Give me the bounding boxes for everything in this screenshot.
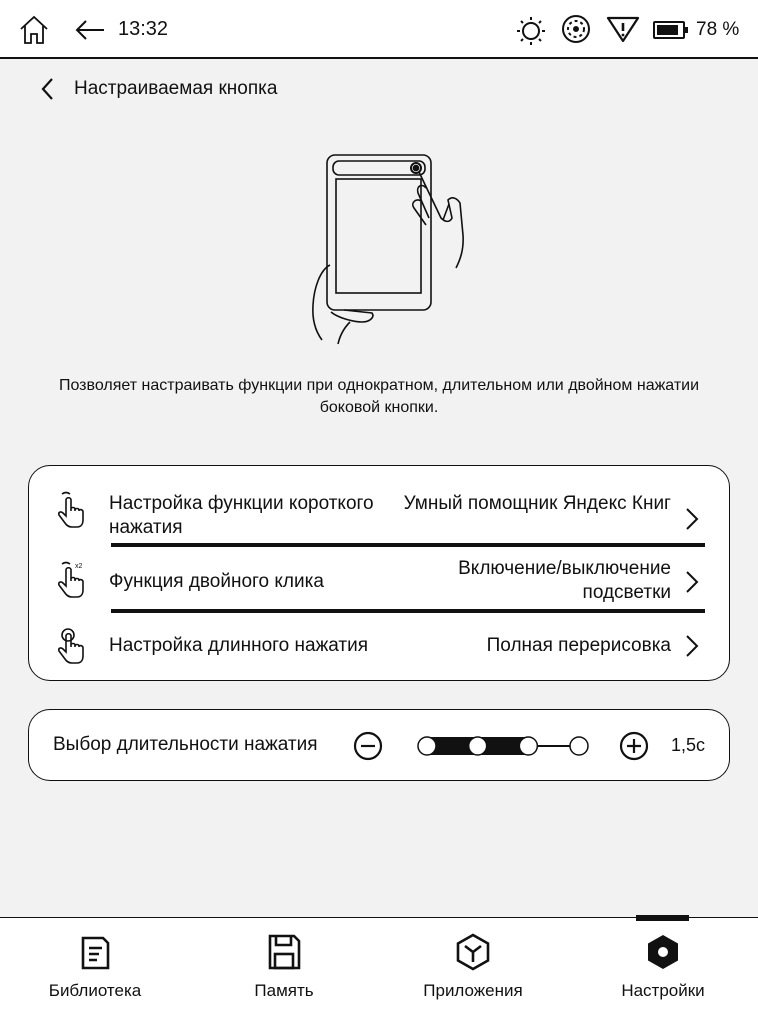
page-title: Настраиваемая кнопка bbox=[74, 78, 278, 99]
chevron-right-icon bbox=[685, 634, 699, 658]
short-press-row[interactable] bbox=[29, 484, 729, 540]
button-actions-card bbox=[28, 465, 730, 681]
page-header[interactable] bbox=[40, 72, 277, 106]
nav-library-label: Библиотека bbox=[48, 981, 142, 1000]
short-press-label: Настройка функции короткого нажатия bbox=[109, 493, 374, 538]
feature-description: Позволяет настраивать функции при однократном, длительном или двойном нажатии боковой кнопки. bbox=[58, 377, 700, 416]
battery-icon bbox=[653, 20, 689, 40]
chevron-right-icon bbox=[685, 507, 699, 531]
nav-settings[interactable] bbox=[568, 918, 758, 1024]
back-arrow-icon[interactable] bbox=[74, 18, 106, 42]
double-click-value: Включение/выключение подсветки bbox=[458, 558, 671, 603]
duration-slider[interactable] bbox=[417, 733, 589, 759]
nav-storage-label: Память bbox=[254, 981, 314, 1000]
press-duration-card bbox=[28, 709, 730, 781]
row-divider bbox=[111, 609, 705, 613]
battery-percent: 78 % bbox=[696, 18, 740, 40]
chevron-left-icon[interactable] bbox=[40, 77, 54, 101]
short-press-value: Умный помощник Яндекс Книг bbox=[403, 493, 671, 514]
single-tap-icon bbox=[53, 490, 87, 530]
wifi-alert-icon[interactable] bbox=[606, 15, 640, 43]
long-press-icon bbox=[53, 626, 87, 666]
long-press-label: Настройка длинного нажатия bbox=[109, 635, 369, 656]
duration-value: 1,5с bbox=[671, 734, 706, 755]
duration-label: Выбор длительности нажатия bbox=[53, 734, 318, 755]
double-tap-icon bbox=[53, 560, 87, 600]
slider-step bbox=[469, 737, 487, 755]
slider-step bbox=[418, 737, 436, 755]
row-divider bbox=[111, 543, 705, 547]
apps-icon bbox=[453, 932, 493, 972]
settings-icon bbox=[643, 932, 683, 972]
device-side-button-illustration bbox=[300, 150, 470, 345]
nav-library[interactable] bbox=[0, 918, 190, 1024]
nav-storage[interactable] bbox=[189, 918, 379, 1024]
slider-step bbox=[519, 737, 537, 755]
clock: 13:32 bbox=[118, 18, 169, 40]
frontlight-icon[interactable] bbox=[515, 14, 547, 46]
sync-icon[interactable] bbox=[560, 13, 592, 45]
long-press-value: Полная перерисовка bbox=[486, 635, 671, 656]
long-press-row[interactable] bbox=[29, 618, 729, 674]
double-click-label: Функция двойного клика bbox=[109, 571, 324, 592]
nav-apps-label: Приложения bbox=[423, 981, 523, 1000]
minus-circle-icon[interactable] bbox=[353, 731, 383, 761]
bottom-navigation bbox=[0, 917, 758, 1024]
home-icon[interactable] bbox=[18, 14, 50, 46]
double-click-row[interactable] bbox=[29, 554, 729, 610]
storage-icon bbox=[264, 932, 304, 972]
status-bar bbox=[0, 0, 758, 59]
library-icon bbox=[75, 932, 115, 972]
chevron-right-icon bbox=[685, 570, 699, 594]
nav-apps[interactable] bbox=[378, 918, 568, 1024]
plus-circle-icon[interactable] bbox=[619, 731, 649, 761]
svg-text:x2: x2 bbox=[75, 563, 83, 570]
slider-step bbox=[570, 737, 588, 755]
nav-settings-label: Настройки bbox=[621, 981, 705, 1000]
